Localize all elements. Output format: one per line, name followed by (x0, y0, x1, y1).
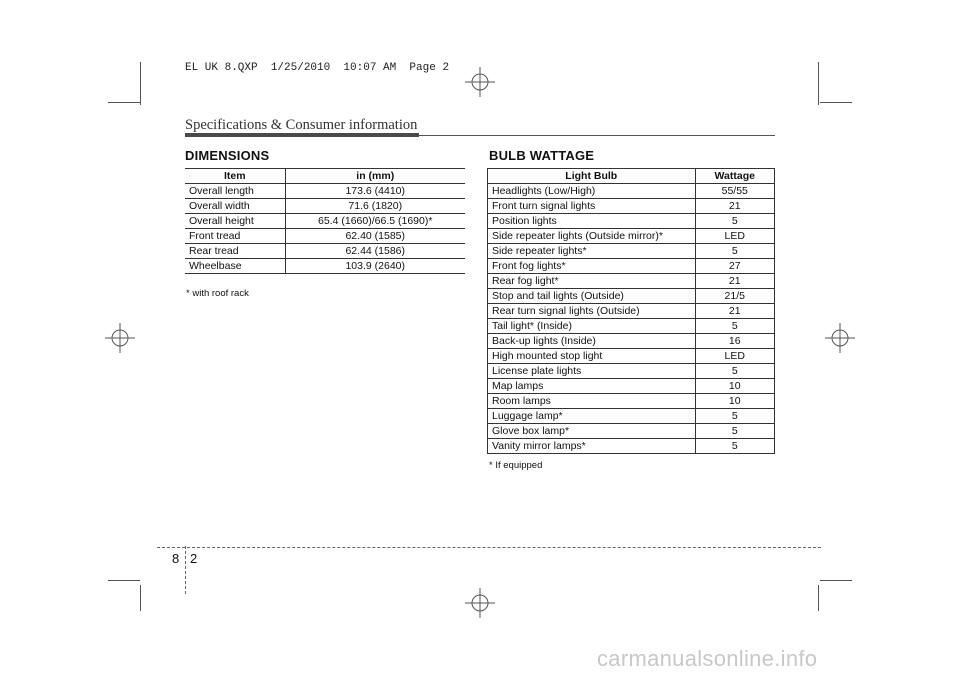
item-cell: Overall height (185, 214, 285, 229)
footnote-mark: * (186, 288, 190, 299)
table-row (488, 319, 775, 334)
column-header: in (mm) (285, 169, 465, 184)
value-cell: 103.9 (2640) (285, 259, 465, 274)
bulb-cell: Front turn signal lights (488, 199, 696, 214)
wattage-cell: 21 (695, 274, 774, 289)
bulb-cell: Tail light* (Inside) (488, 319, 696, 334)
column-header: Wattage (695, 169, 774, 184)
section-number: 8 (172, 551, 180, 566)
table-row (488, 394, 775, 409)
table-row (185, 244, 465, 259)
wattage-cell: LED (695, 229, 774, 244)
wattage-cell: 10 (695, 379, 774, 394)
crop-mark (820, 580, 852, 581)
crop-mark (818, 62, 819, 105)
wattage-cell: 21 (695, 199, 774, 214)
wattage-cell: 10 (695, 394, 774, 409)
wattage-cell: 5 (695, 364, 774, 379)
registration-mark-icon (825, 323, 855, 353)
table-row (488, 334, 775, 349)
footer-divider (185, 546, 186, 594)
dimensions-title: DIMENSIONS (185, 148, 270, 163)
table-row (488, 289, 775, 304)
table-row (488, 229, 775, 244)
table-row (488, 184, 775, 199)
section-header: Specifications & Consumer information (185, 117, 418, 133)
page-number: 2 (190, 551, 198, 566)
registration-mark-icon (465, 67, 495, 97)
item-cell: Rear tread (185, 244, 285, 259)
table-row (488, 424, 775, 439)
value-cell: 62.44 (1586) (285, 244, 465, 259)
bulb-cell: High mounted stop light (488, 349, 696, 364)
crop-mark (108, 102, 140, 103)
value-cell: 62.40 (1585) (285, 229, 465, 244)
table-row (185, 199, 465, 214)
table-row (488, 349, 775, 364)
print-slug: EL UK 8.QXP 1/25/2010 10:07 AM Page 2 (185, 62, 450, 74)
bulb-cell: License plate lights (488, 364, 696, 379)
column-header: Light Bulb (488, 169, 696, 184)
bulb-cell: Position lights (488, 214, 696, 229)
table-row (488, 244, 775, 259)
bulb-cell: Vanity mirror lamps* (488, 439, 696, 454)
bulb-cell: Room lamps (488, 394, 696, 409)
table-row (488, 274, 775, 289)
table-row (488, 259, 775, 274)
table-row (185, 259, 465, 274)
table-row (488, 409, 775, 424)
footer-rule (157, 547, 821, 548)
watermark: carmanualsonline.info (597, 646, 818, 671)
crop-mark (820, 102, 852, 103)
table-row (488, 199, 775, 214)
bulb-cell: Stop and tail lights (Outside) (488, 289, 696, 304)
value-cell: 71.6 (1820) (285, 199, 465, 214)
wattage-cell: 5 (695, 439, 774, 454)
bulb-wattage-title: BULB WATTAGE (489, 148, 595, 163)
wattage-cell: LED (695, 349, 774, 364)
bulb-cell: Side repeater lights (Outside mirror)* (488, 229, 696, 244)
table-header-row (185, 169, 465, 184)
dimensions-table (185, 168, 465, 274)
wattage-cell: 27 (695, 259, 774, 274)
wattage-cell: 5 (695, 214, 774, 229)
bulb-wattage-table (487, 168, 775, 454)
column-header: Item (185, 169, 285, 184)
item-cell: Overall width (185, 199, 285, 214)
bulb-cell: Rear fog light* (488, 274, 696, 289)
bulb-cell: Headlights (Low/High) (488, 184, 696, 199)
wattage-cell: 5 (695, 319, 774, 334)
table-row (488, 304, 775, 319)
header-bar (185, 133, 419, 137)
table-row (185, 229, 465, 244)
item-cell: Wheelbase (185, 259, 285, 274)
crop-mark (140, 585, 141, 611)
footnote-text: with roof rack (192, 288, 249, 299)
wattage-cell: 5 (695, 409, 774, 424)
bulb-footnote: * If equipped (489, 460, 543, 471)
item-cell: Overall length (185, 184, 285, 199)
item-cell: Front tread (185, 229, 285, 244)
bulb-cell: Rear turn signal lights (Outside) (488, 304, 696, 319)
wattage-cell: 5 (695, 424, 774, 439)
registration-mark-icon (465, 588, 495, 618)
table-row (488, 214, 775, 229)
crop-mark (108, 580, 140, 581)
bulb-cell: Glove box lamp* (488, 424, 696, 439)
bulb-cell: Front fog lights* (488, 259, 696, 274)
bulb-cell: Side repeater lights* (488, 244, 696, 259)
table-row (488, 364, 775, 379)
bulb-cell: Back-up lights (Inside) (488, 334, 696, 349)
bulb-cell: Luggage lamp* (488, 409, 696, 424)
dimensions-footnote (186, 288, 249, 299)
table-row (185, 214, 465, 229)
value-cell: 173.6 (4410) (285, 184, 465, 199)
header-rule (419, 135, 775, 136)
crop-mark (818, 585, 819, 611)
wattage-cell: 5 (695, 244, 774, 259)
crop-mark (140, 62, 141, 105)
table-row (488, 439, 775, 454)
registration-mark-icon (105, 323, 135, 353)
value-cell: 65.4 (1660)/66.5 (1690)* (285, 214, 465, 229)
table-row (185, 184, 465, 199)
wattage-cell: 55/55 (695, 184, 774, 199)
wattage-cell: 16 (695, 334, 774, 349)
wattage-cell: 21 (695, 304, 774, 319)
wattage-cell: 21/5 (695, 289, 774, 304)
bulb-cell: Map lamps (488, 379, 696, 394)
table-header-row (488, 169, 775, 184)
table-row (488, 379, 775, 394)
